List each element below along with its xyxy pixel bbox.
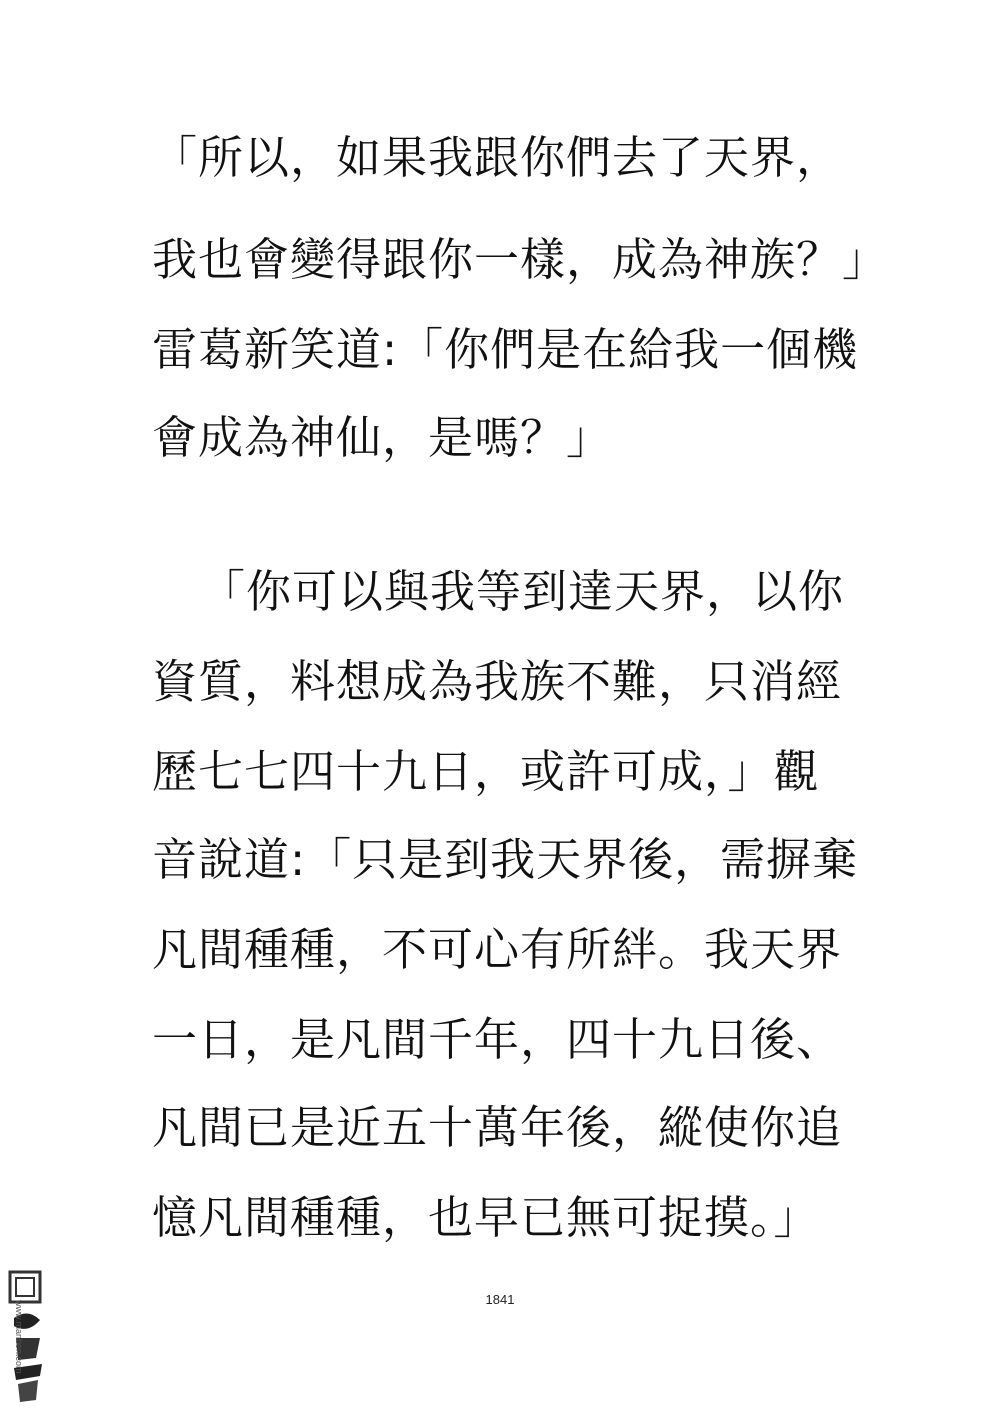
text-line: 「所以，如果我跟你們去了天界， (152, 131, 843, 184)
text-line: 我也會變得跟你一樣，成為神族？」 (152, 233, 889, 286)
text-line: 資質，料想成為我族不難，只消經 (152, 655, 843, 708)
text-line: 凡間已是近五十萬年後，縱使你追 (152, 1101, 843, 1154)
text-line: 憶凡間種種，也早已無可捉摸。」 (152, 1191, 820, 1244)
text-line: 雷葛新笑道:「你們是在給我一個機 (152, 323, 859, 376)
watermark-url: www.manben.com (14, 1300, 24, 1374)
text-line: 一日，是凡間千年，四十九日後、 (152, 1013, 843, 1066)
page-number: 1841 (485, 1292, 515, 1307)
text-line: 會成為神仙，是嗎？」 (152, 411, 613, 464)
text-line: 「你可以與我等到達天界，以你 (200, 565, 845, 618)
text-line: 凡間種種，不可心有所絆。我天界 (152, 923, 843, 976)
text-line: 音說道:「只是到我天界後，需摒棄 (152, 833, 859, 886)
text-line: 歷七七四十九日，或許可成，」觀 (152, 745, 820, 798)
